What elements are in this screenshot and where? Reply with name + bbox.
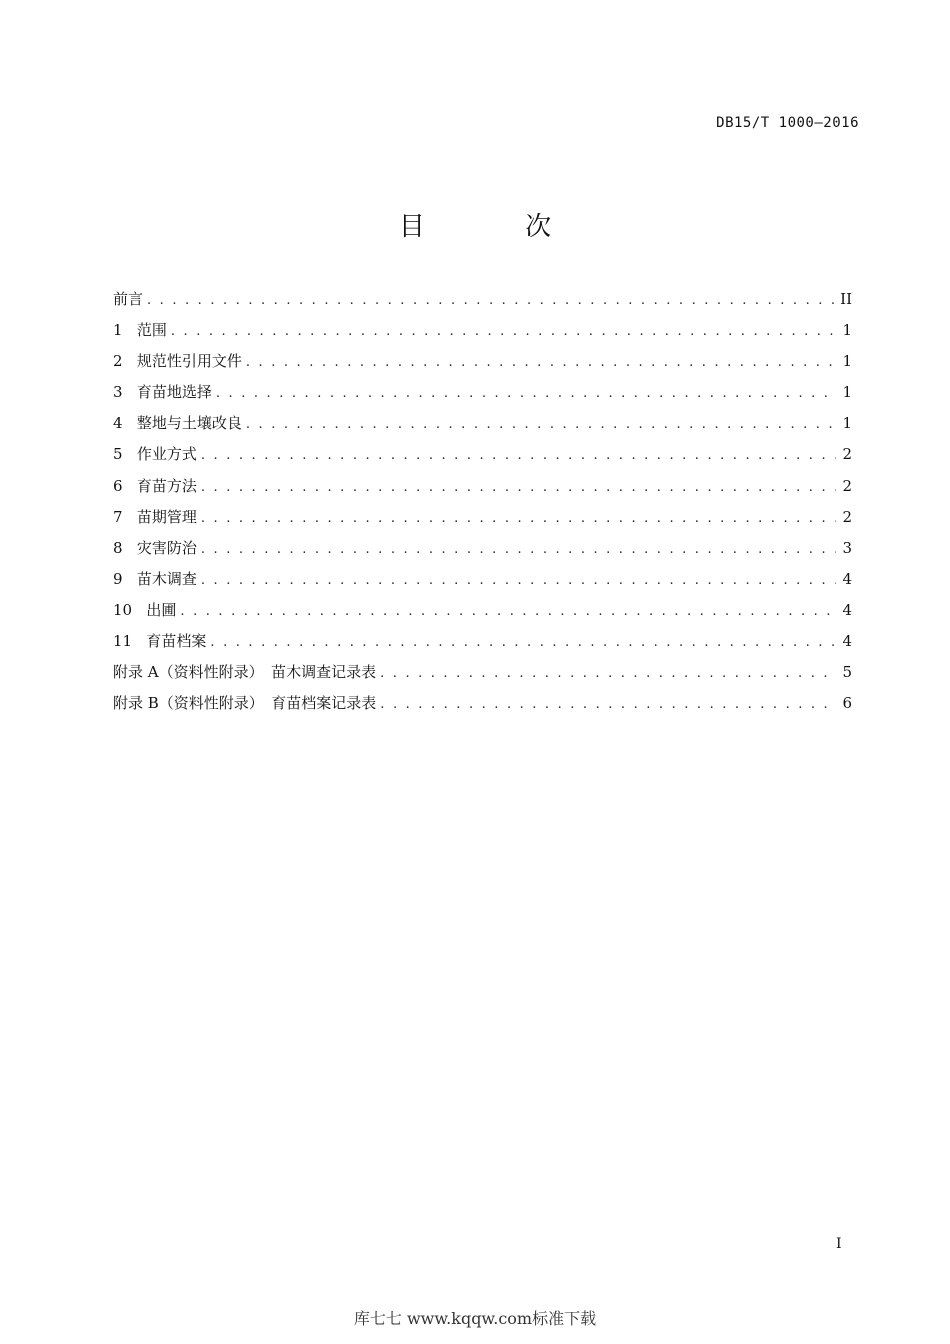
toc-item-appendix-a[interactable] bbox=[113, 659, 852, 690]
toc-leader-dots bbox=[180, 599, 836, 625]
toc-item-label: 附录 B（资料性附录） 育苗档案记录表 bbox=[113, 694, 377, 713]
toc-item-number: 1 bbox=[113, 321, 123, 340]
toc-item-page: 4 bbox=[842, 632, 852, 651]
toc-item-page: II bbox=[840, 290, 852, 308]
toc-leader-dots bbox=[380, 661, 836, 687]
toc-item-number: 8 bbox=[113, 538, 123, 557]
watermark-text: 库七七 www.kqqw.com标准下载 bbox=[353, 1309, 597, 1328]
toc-item-label: 作业方式 bbox=[136, 445, 197, 464]
toc-item-page: 3 bbox=[842, 538, 852, 557]
toc-item-number: 3 bbox=[113, 383, 123, 402]
toc-item-number: 11 bbox=[113, 632, 133, 651]
toc-item-page: 1 bbox=[842, 352, 852, 371]
toc-item-7[interactable] bbox=[113, 504, 852, 535]
toc-item-page: 5 bbox=[842, 663, 852, 682]
toc-item-label: 育苗方法 bbox=[136, 476, 197, 495]
toc-item-page: 1 bbox=[842, 383, 852, 402]
toc-item-page: 2 bbox=[842, 476, 852, 495]
toc-item-page: 2 bbox=[842, 507, 852, 526]
toc-item-page: 4 bbox=[842, 600, 852, 619]
toc-item-page: 1 bbox=[842, 321, 852, 340]
toc-item-1[interactable] bbox=[113, 317, 852, 348]
toc-item-2[interactable] bbox=[113, 348, 852, 379]
toc-item-11[interactable] bbox=[113, 628, 852, 659]
toc-item-page: 1 bbox=[842, 414, 852, 433]
toc-leader-dots bbox=[201, 568, 836, 594]
toc-item-foreword[interactable] bbox=[113, 286, 852, 317]
toc-item-number: 5 bbox=[113, 445, 123, 464]
toc-item-4[interactable] bbox=[113, 410, 852, 441]
table-of-contents bbox=[113, 286, 852, 721]
toc-leader-dots bbox=[201, 537, 836, 563]
page-title: 目 次 bbox=[398, 212, 598, 242]
toc-item-3[interactable] bbox=[113, 379, 852, 410]
toc-leader-dots bbox=[210, 630, 836, 656]
toc-leader-dots bbox=[216, 381, 836, 407]
toc-item-label: 育苗地选择 bbox=[136, 383, 212, 402]
toc-leader-dots bbox=[201, 506, 836, 532]
toc-item-number: 4 bbox=[113, 414, 123, 433]
toc-item-page: 6 bbox=[842, 694, 852, 713]
toc-item-6[interactable] bbox=[113, 473, 852, 504]
toc-item-10[interactable] bbox=[113, 597, 852, 628]
toc-leader-dots bbox=[201, 443, 836, 469]
page-number: I bbox=[836, 1236, 842, 1252]
toc-item-number: 7 bbox=[113, 507, 123, 526]
toc-item-9[interactable] bbox=[113, 566, 852, 597]
toc-item-number: 6 bbox=[113, 476, 123, 495]
toc-item-page: 4 bbox=[842, 569, 852, 588]
toc-item-page: 2 bbox=[842, 445, 852, 464]
toc-item-number: 9 bbox=[113, 569, 123, 588]
toc-item-label: 苗期管理 bbox=[136, 507, 197, 526]
toc-leader-dots bbox=[171, 319, 836, 345]
toc-item-label: 规范性引用文件 bbox=[136, 352, 242, 371]
toc-item-number: 10 bbox=[113, 600, 133, 619]
toc-item-label: 整地与土壤改良 bbox=[136, 414, 242, 433]
toc-item-label: 灾害防治 bbox=[136, 538, 197, 557]
toc-item-label: 出圃 bbox=[146, 600, 177, 619]
toc-item-label: 育苗档案 bbox=[146, 632, 207, 651]
toc-item-5[interactable] bbox=[113, 441, 852, 472]
toc-item-appendix-b[interactable] bbox=[113, 690, 852, 721]
toc-item-label: 苗木调查 bbox=[136, 569, 197, 588]
document-code: DB15/T 1000—2016 bbox=[716, 115, 859, 131]
toc-leader-dots bbox=[201, 475, 836, 501]
toc-item-label: 范围 bbox=[136, 321, 167, 340]
toc-item-number: 2 bbox=[113, 352, 123, 371]
toc-item-label: 前言 bbox=[113, 290, 144, 308]
toc-item-label: 附录 A（资料性附录） 苗木调查记录表 bbox=[113, 663, 377, 682]
toc-item-8[interactable] bbox=[113, 535, 852, 566]
toc-leader-dots bbox=[246, 412, 836, 438]
toc-leader-dots bbox=[380, 692, 836, 718]
toc-leader-dots bbox=[147, 288, 836, 314]
toc-leader-dots bbox=[246, 350, 836, 376]
